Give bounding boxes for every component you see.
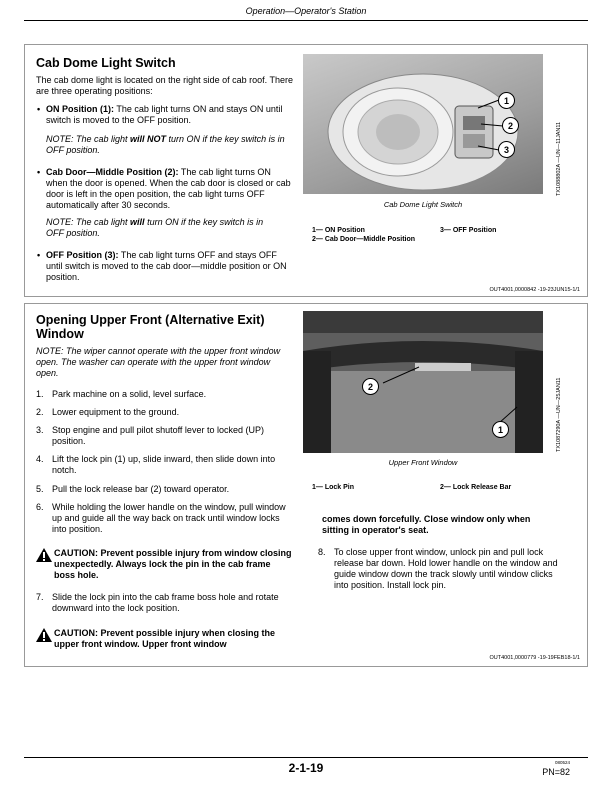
caution-continued: comes down forcefully. Close window only when sitting in operator's seat. [322,514,531,535]
bullet-label: ON Position (1): [46,104,114,114]
bullet-label: OFF Position (3): [46,250,119,260]
bullet-text: The cab light turns OFF and stays OFF until switch is moved to the cab door—middle position or ON position. [46,250,287,282]
legend-item: 1— ON Position [312,227,365,234]
bullet-label: Cab Door—Middle Position (2): [46,167,179,177]
callout-1: 1 [492,421,509,438]
step: 2. Lower equipment to the ground. [36,407,180,417]
step: 7. Slide the lock pin into the cab frame boss hole and rotate downward into the lock position. [36,592,279,613]
callout-2: 2 [362,378,379,395]
callout-3: 3 [498,141,515,158]
running-header: Operation—Operator's Station [245,6,367,16]
warning-icon [36,548,52,562]
bullet-on-position [46,104,294,126]
section1-title: Cab Dome Light Switch [36,56,176,70]
step: 1. Park machine on a solid, level surface. [36,389,207,399]
bullet-off-position [46,250,294,283]
step: 4. Lift the lock pin (1) up, slide inward, then slide down into notch. [36,454,276,475]
footer-rule [24,757,588,758]
section2-note: NOTE: The wiper cannot operate with the upper front window open. The washer can operate with the upper front window open. [36,346,281,378]
legend-item: 2— Lock Release Bar [440,484,512,491]
step: 3. Stop engine and pull pilot shutoff lever to locked (UP) position. [36,425,264,446]
caution-closing-upper-window: CAUTION: Prevent possible injury when closing the upper front window. Upper front window [54,628,276,649]
page-number: 2-1-19 [288,761,324,775]
section2-title: Opening Upper Front (Alternative Exit) Window [36,313,265,341]
bullet-text: The cab light turns ON when the door is opened. When the cab door is closed or cab door is left in the open position, the cab light turns OFF automatically after 30 seconds. [46,167,291,210]
legend-item: 1— Lock Pin [312,484,355,491]
step: 5. Pull the lock release bar (2) toward operator. [36,484,230,494]
image-code: TX1087290A —UN—25JAN11 [556,377,562,452]
header-rule [24,20,588,21]
figure-caption: Upper Front Window [388,458,458,467]
image-code: TX1088802A —UN—11JAN11 [556,121,562,196]
step: 8. To close upper front window, unlock pin and pull lock release bar down. Hold lower handle on the window and guide window down the track slowly until window clicks into position. Install lock pin. [318,547,558,590]
figure-caption: Cab Dome Light Switch [383,200,463,209]
warning-icon [36,628,52,642]
caution-window-closing: CAUTION: Prevent possible injury from window closing unexpectedly. Always lock the pin in the cab frame boss hole. [54,548,292,580]
callout-2: 2 [502,117,519,134]
step: 6. While holding the lower handle on the window, pull window up and guide all the way back on track until window locks into position. [36,502,286,534]
small-code: 080524 [554,760,570,765]
legend-item: 2— Cab Door—Middle Position [312,236,416,243]
callout-1: 1 [498,92,515,109]
reference-code: OUT4001,0000779 -19-19FEB18-1/1 [489,655,580,661]
upper-front-window-photo [303,311,543,453]
pn-number: PN=82 [542,767,570,777]
legend-item: 3— OFF Position [440,227,497,234]
dome-light-photo [303,54,543,194]
reference-code: OUT4001,0000842 -19-23JUN15-1/1 [489,287,580,293]
bullet-text: The cab light turns ON and stays ON until switch is moved to the OFF position. [46,104,283,125]
note-will-not: NOTE: The cab light will NOT turn ON if the key switch is in OFF position. [46,134,285,155]
bullet-cab-door-middle [46,167,294,211]
note-will: NOTE: The cab light will turn ON if the key switch is in OFF position. [46,217,264,238]
section1-intro: The cab dome light is located on the right side of cab roof. There are three operating positions: [36,75,293,96]
